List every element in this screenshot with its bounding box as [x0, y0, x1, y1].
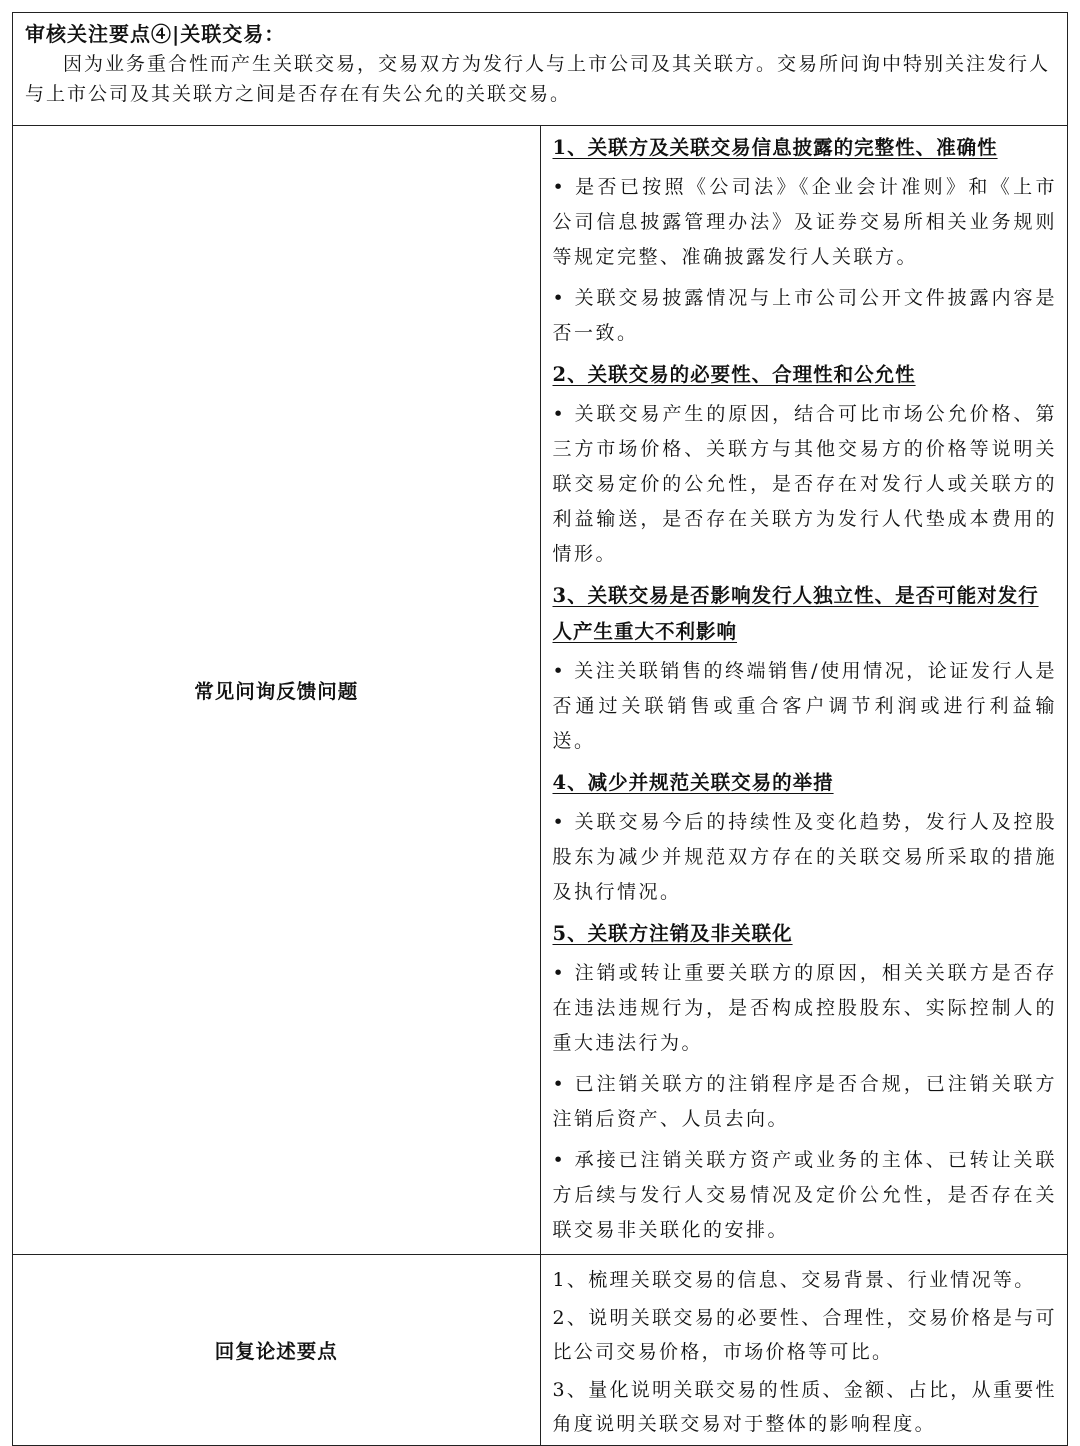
bullet-dot-icon: •: [552, 962, 567, 984]
section-heading: 4、减少并规范关联交易的举措: [552, 771, 834, 794]
bullet-text: 承接已注销关联方资产或业务的主体、已转让关联方后续与发行人交易情况及定价公允性，是否存在关联交易非关联化的安排。: [552, 1149, 1057, 1241]
bullet-dot-icon: •: [552, 403, 567, 425]
section-heading: 5、关联方注销及非关联化: [552, 922, 793, 945]
bullet-item: [553, 1067, 1058, 1137]
document-page: [12, 12, 1068, 1435]
bullet-text: 关联交易今后的持续性及变化趋势，发行人及控股股东为减少并规范双方存在的关联交易所采取的措施及执行情况。: [552, 811, 1057, 903]
bullet-text: 注销或转让重要关联方的原因，相关关联方是否存在违法违规行为，是否构成控股股东、实际控制人的重大违法行为。: [552, 962, 1057, 1054]
reply-container: [553, 1255, 1058, 1441]
bullet-text: 关联交易披露情况与上市公司公开文件披露内容是否一致。: [552, 287, 1057, 344]
table-title: 审核关注要点④|关联交易：: [25, 22, 286, 46]
reply-content: [540, 1255, 1068, 1446]
bullet-item: [553, 397, 1058, 572]
bullet-dot-icon: •: [552, 811, 567, 833]
bullet-item: [553, 805, 1058, 910]
table-description: 因为业务重合性而产生关联交易，交易双方为发行人与上市公司及其关联方。交易所问询中特别关注发行人与上市公司及其关联方之间是否存在有失公允的关联交易。: [25, 53, 1051, 105]
reply-item: 3、量化说明关联交易的性质、金额、占比，从重要性角度说明关联交易对于整体的影响程度。: [552, 1379, 1057, 1435]
bullet-text: 已注销关联方的注销程序是否合规，已注销关联方注销后资产、人员去向。: [552, 1073, 1057, 1130]
bullet-item: [553, 170, 1058, 275]
header-cell: [13, 13, 1068, 126]
bullet-text: 关联交易产生的原因，结合可比市场公允价格、第三方市场价格、关联方与其他交易方的价格等说明关联交易定价的公允性，是否存在对发行人或关联方的利益输送，是否存在关联方为发行人代垫成本费用的情形。: [552, 403, 1057, 565]
reply-item: 2、说明关联交易的必要性、合理性，交易价格是与可比公司交易价格，市场价格等可比。: [552, 1307, 1057, 1363]
section-heading: 1、关联方及关联交易信息披露的完整性、准确性: [552, 136, 998, 159]
section-heading: 3、关联交易是否影响发行人独立性、是否可能对发行人产生重大不利影响: [552, 584, 1039, 643]
bullet-dot-icon: •: [552, 1073, 567, 1095]
sections-container: [553, 130, 1058, 1248]
section-heading: 2、关联交易的必要性、合理性和公允性: [552, 363, 916, 386]
bullet-item: [553, 281, 1058, 351]
questions-content: [540, 126, 1068, 1255]
reply-item: 1、梳理关联交易的信息、交易背景、行业情况等。: [552, 1269, 1036, 1291]
bullet-dot-icon: •: [552, 1149, 567, 1171]
bullet-dot-icon: •: [552, 287, 567, 309]
reply-row: [13, 1255, 1068, 1446]
questions-row: [13, 126, 1068, 1255]
header-row: [13, 13, 1068, 126]
bullet-text: 是否已按照《公司法》《企业会计准则》和《上市公司信息披露管理办法》及证券交易所相关业务规则等规定完整、准确披露发行人关联方。: [552, 176, 1057, 268]
bullet-item: [553, 1143, 1058, 1248]
bullet-item: [553, 654, 1058, 759]
bullet-text: 关注关联销售的终端销售/使用情况，论证发行人是否通过关联销售或重合客户调节利润或进行利益输送。: [552, 660, 1057, 752]
reply-label: 回复论述要点: [13, 1255, 541, 1446]
bullet-dot-icon: •: [552, 176, 567, 198]
review-table: [12, 12, 1068, 1446]
bullet-item: [553, 956, 1058, 1061]
bullet-dot-icon: •: [552, 660, 567, 682]
questions-label: 常见问询反馈问题: [13, 126, 541, 1255]
